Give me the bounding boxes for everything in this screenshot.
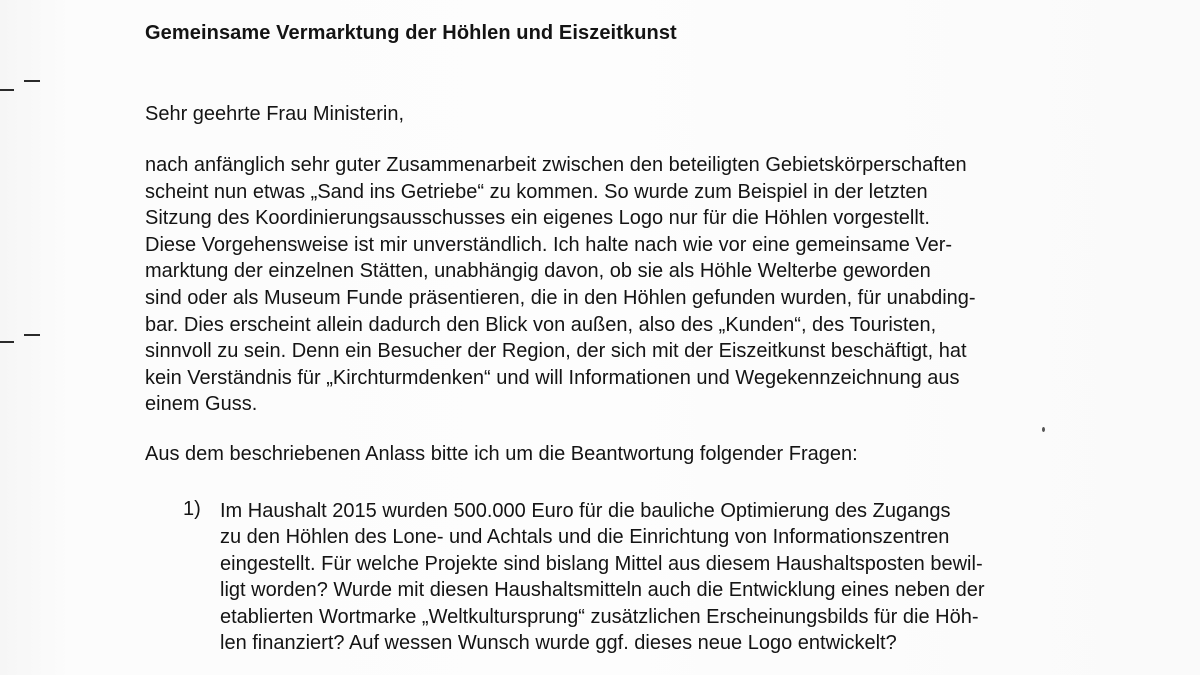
salutation: Sehr geehrte Frau Ministerin,	[145, 103, 405, 125]
question-line: len finanziert? Auf wessen Wunsch wurde ggf. dieses neue Logo entwickelt?	[220, 632, 897, 655]
body-line: einem Guss.	[145, 393, 258, 416]
body-line: Diese Vorgehensweise ist mir unverständlich. Ich halte nach wie vor eine gemeinsame Ver-	[145, 233, 953, 256]
document-heading: Gemeinsame Vermarktung der Höhlen und Eiszeitkunst	[145, 22, 677, 44]
question-line: etablierten Wortmarke „Weltkultursprung“ zusätzlichen Erscheinungsbilds für die Höh-	[220, 605, 979, 628]
margin-mark-middle	[0, 341, 14, 343]
margin-mark-top	[0, 89, 14, 91]
body-line: sinnvoll zu sein. Denn ein Besucher der Region, der sich mit der Eiszeitkunst beschäftigt, hat	[145, 340, 967, 363]
body-line: marktung der einzelnen Stätten, unabhängig davon, ob sie als Höhle Welterbe geworden	[145, 260, 931, 283]
body-line: sind oder als Museum Funde präsentieren, die in den Höhlen gefunden wurden, für unabding-	[145, 286, 976, 309]
question-line: zu den Höhlen des Lone- und Achtals und die Einrichtung von Informationszentren	[220, 526, 950, 549]
question-line: Im Haushalt 2015 wurden 500.000 Euro für die bauliche Optimierung des Zugangs	[220, 500, 951, 522]
scan-speck	[1042, 427, 1045, 432]
question-line: eingestellt. Für welche Projekte sind bislang Mittel aus diesem Haushaltsposten bewil-	[220, 552, 983, 575]
body-line: scheint nun etwas „Sand ins Getriebe“ zu kommen. So wurde zum Beispiel in der letzten	[145, 180, 928, 203]
body-paragraph	[145, 152, 1085, 418]
body-line: nach anfänglich sehr guter Zusammenarbeit zwischen den beteiligten Gebietskörperschaften	[145, 154, 967, 176]
body-line: Sitzung des Koordinierungsausschusses ein eigenes Logo nur für die Höhlen vorgestellt.	[145, 207, 930, 230]
margin-mark-top-dash	[24, 80, 40, 82]
margin-mark-middle-dash	[24, 334, 40, 336]
body-line: kein Verständnis für „Kirchturmdenken“ und will Informationen und Wegekennzeichnung aus	[145, 366, 960, 389]
question-number: 1)	[183, 498, 201, 520]
question-line: ligt worden? Wurde mit diesen Haushaltsmitteln auch die Entwicklung eines neben der	[220, 579, 985, 602]
questions-intro: Aus dem beschriebenen Anlass bitte ich um die Beantwortung folgender Fragen:	[145, 443, 858, 465]
question-text	[220, 498, 985, 656]
body-line: bar. Dies erscheint allein dadurch den Blick von außen, also des „Kunden“, des Touristen,	[145, 313, 937, 336]
